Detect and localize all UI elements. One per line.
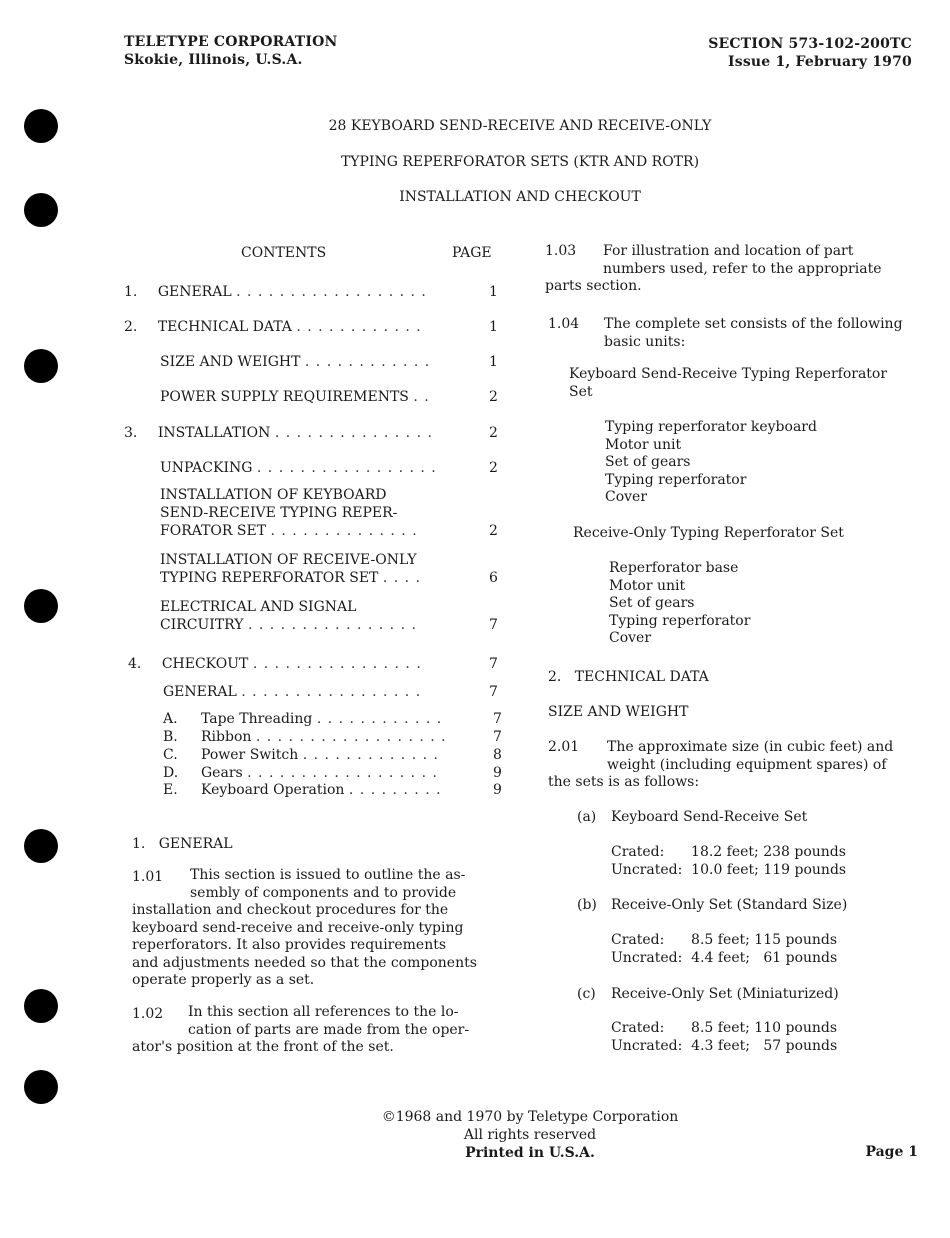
toc-label: TECHNICAL DATA [157, 319, 292, 335]
toc-number: 3. [124, 425, 138, 441]
toc-leader: . . . . . . . . . . . . . . . . [247, 617, 417, 633]
toc-letter: A. [163, 711, 178, 727]
toc-entry-technical-data[interactable] [124, 318, 422, 336]
toc-page: 2 [489, 425, 498, 441]
set-c-label: (c) [577, 986, 596, 1002]
toc-page: 9 [493, 782, 502, 798]
list-item: Motor unit [605, 436, 682, 453]
set-b-label: (b) [577, 897, 597, 913]
text-line: weight (including equipment spares) of [607, 756, 887, 773]
toc-number: 1. [124, 284, 138, 300]
paragraph-1-02 [132, 1004, 504, 1057]
general-heading: 1. GENERAL [132, 836, 233, 852]
paragraph-1-03-number: 1.03 [545, 243, 577, 259]
list-item: Cover [605, 489, 648, 505]
technical-data-heading: 2. TECHNICAL DATA [548, 669, 709, 685]
toc-page: 1 [489, 319, 498, 335]
toc-leader: . . . . . . . . . . . . . . . . . [256, 460, 437, 476]
list-item: Typing reperforator [605, 471, 747, 488]
text-line: The complete set consists of the following [604, 316, 903, 332]
section-number: SECTION 573-102-200TC [708, 36, 912, 52]
toc-leader: . . . . . . . . . . . . . . [270, 523, 418, 539]
set-c-crated: Crated: 8.5 feet; 110 pounds [611, 1020, 838, 1036]
binder-hole [24, 829, 58, 863]
toc-label: Power Switch [201, 747, 299, 763]
toc-subentry[interactable] [163, 728, 447, 746]
text-line: operate properly as a set. [132, 972, 315, 988]
toc-entry-checkout[interactable] [128, 655, 422, 673]
company-location: Skokie, Illinois, U.S.A. [124, 52, 303, 68]
toc-entry-electrical[interactable] [160, 598, 417, 634]
toc-leader: . . . . . . . . . . . . . . . . [252, 656, 422, 672]
toc-page: 9 [493, 765, 502, 781]
text-line: Set [569, 383, 593, 400]
toc-page: 2 [489, 460, 498, 476]
toc-leader: . . . . . . . . . . . . [304, 354, 431, 370]
toc-label: POWER SUPPLY REQUIREMENTS [160, 389, 409, 405]
text-line: keyboard send-receive and receive-only typing [132, 919, 464, 936]
company-name: TELETYPE CORPORATION [124, 34, 338, 50]
toc-letter: B. [163, 729, 178, 745]
printed-notice: Printed in U.S.A. [465, 1145, 595, 1161]
toc-letter: E. [163, 782, 178, 798]
set-a-title: Keyboard Send-Receive Set [611, 809, 808, 825]
text-line: basic units: [604, 333, 686, 350]
set-c-uncrated: Uncrated: 4.3 feet; 57 pounds [611, 1038, 838, 1054]
set-a-crated: Crated: 18.2 feet; 238 pounds [611, 844, 846, 860]
binder-hole [24, 589, 58, 623]
paragraph-2-01-number: 2.01 [548, 739, 580, 755]
toc-entry-power-supply[interactable] [160, 388, 430, 406]
toc-number: 4. [128, 656, 142, 672]
toc-entry-size-and-weight[interactable] [160, 353, 430, 371]
toc-entry-unpacking[interactable] [160, 459, 437, 477]
toc-entry-general[interactable] [124, 283, 427, 301]
set-a-label: (a) [577, 809, 597, 825]
ksr-unit-list [605, 419, 817, 507]
ro-unit-list [609, 560, 750, 648]
contents-page-heading: PAGE [452, 245, 492, 261]
text-line: ator's position at the front of the set. [132, 1039, 394, 1055]
document-title-line-2: TYPING REPERFORATOR SETS (KTR AND ROTR) [340, 154, 700, 170]
toc-label: INSTALLATION OF KEYBOARD [160, 487, 387, 503]
toc-label: ELECTRICAL AND SIGNAL [160, 599, 357, 615]
toc-leader: . . . . . . . . . [348, 782, 442, 798]
list-item: Cover [609, 630, 652, 646]
toc-subentry[interactable] [163, 781, 442, 799]
toc-entry-checkout-general[interactable] [163, 683, 421, 701]
text-line: numbers used, refer to the appropriate [603, 260, 882, 277]
toc-leader: . . . . . . . . . . . . [296, 319, 422, 335]
toc-entry-install-keyboard[interactable] [160, 486, 418, 540]
toc-label: GENERAL [157, 284, 232, 300]
set-b-title: Receive-Only Set (Standard Size) [611, 897, 848, 913]
text-line: Keyboard Send-Receive Typing Reperforator [569, 366, 888, 382]
set-a-uncrated: Uncrated: 10.0 feet; 119 pounds [611, 862, 847, 878]
list-item: Motor unit [609, 577, 686, 594]
paragraph-2-01 [548, 739, 923, 792]
text-line: cation of parts are made from the oper- [188, 1021, 470, 1038]
list-item: Set of gears [605, 454, 691, 470]
toc-page: 7 [493, 711, 502, 727]
set-b-crated: Crated: 8.5 feet; 115 pounds [611, 932, 838, 948]
text-line: This section is issued to outline the as- [190, 867, 466, 883]
toc-page: 6 [489, 570, 498, 586]
toc-entry-installation[interactable] [124, 424, 433, 442]
toc-leader: . . . . [382, 570, 421, 586]
rights-notice: All rights reserved [463, 1127, 597, 1143]
toc-label: Tape Threading [201, 711, 313, 727]
set-c-title: Receive-Only Set (Miniaturized) [611, 986, 839, 1002]
toc-page: 2 [489, 389, 498, 405]
toc-leader: . . [413, 389, 430, 405]
text-line: installation and checkout procedures for the [132, 902, 449, 918]
toc-leader: . . . . . . . . . . . . . . . . . . [247, 765, 438, 781]
toc-leader: . . . . . . . . . . . . . [302, 747, 439, 763]
toc-label: CIRCUITRY [160, 617, 244, 633]
paragraph-1-04 [548, 316, 920, 351]
toc-leader: . . . . . . . . . . . . . . . . . . [236, 284, 427, 300]
binder-hole [24, 349, 58, 383]
text-line: reperforators. It also provides requirements [132, 937, 447, 953]
toc-page: 7 [489, 656, 498, 672]
paragraph-1-04-number: 1.04 [548, 316, 580, 332]
list-item: Typing reperforator [609, 612, 751, 629]
toc-page: 2 [489, 523, 498, 539]
toc-leader: . . . . . . . . . . . . . . . . . [241, 684, 422, 700]
document-title-line-3: INSTALLATION AND CHECKOUT [399, 189, 641, 205]
toc-subentry[interactable] [163, 710, 442, 728]
toc-label: INSTALLATION OF RECEIVE-ONLY [160, 552, 417, 568]
list-item: Typing reperforator keyboard [605, 419, 817, 435]
toc-subentry[interactable] [163, 764, 438, 782]
list-item: Reperforator base [609, 560, 739, 576]
text-line: and adjustments needed so that the components [132, 954, 477, 971]
toc-number: 2. [124, 319, 138, 335]
list-item: Set of gears [609, 595, 695, 611]
ksr-set-title [569, 366, 887, 401]
size-weight-heading: SIZE AND WEIGHT [548, 704, 689, 720]
toc-label: UNPACKING [160, 460, 253, 476]
toc-letter: D. [163, 765, 179, 781]
toc-label: GENERAL [163, 684, 237, 700]
toc-label: SIZE AND WEIGHT [160, 354, 301, 370]
paragraph-1-01-number: 1.01 [132, 869, 164, 885]
toc-page: 8 [493, 747, 502, 763]
text-line: the sets is as follows: [548, 774, 700, 790]
toc-letter: C. [163, 747, 178, 763]
toc-page: 7 [489, 617, 498, 633]
toc-label: CHECKOUT [161, 656, 249, 672]
toc-page: 1 [489, 284, 498, 300]
toc-page: 1 [489, 354, 498, 370]
text-line: The approximate size (in cubic feet) and [607, 739, 894, 755]
toc-subentry[interactable] [163, 746, 439, 764]
set-b-uncrated: Uncrated: 4.4 feet; 61 pounds [611, 950, 838, 966]
toc-page: 7 [493, 729, 502, 745]
toc-label: Gears [201, 765, 243, 781]
text-line: In this section all references to the lo- [188, 1004, 459, 1020]
document-title-line-1: 28 KEYBOARD SEND-RECEIVE AND RECEIVE-ONLY [328, 118, 712, 134]
toc-page: 7 [489, 684, 498, 700]
text-line: parts section. [545, 278, 642, 294]
paragraph-1-02-number: 1.02 [132, 1006, 164, 1022]
page-number: Page 1 [865, 1144, 918, 1160]
toc-label: SEND-RECEIVE TYPING REPER- [160, 505, 398, 521]
toc-label: Keyboard Operation [201, 782, 345, 798]
contents-heading: CONTENTS [241, 245, 327, 261]
toc-leader: . . . . . . . . . . . . [316, 711, 443, 727]
paragraph-1-01 [132, 867, 504, 990]
toc-label: Ribbon [201, 729, 252, 745]
copyright-notice: ©1968 and 1970 by Teletype Corporation [381, 1109, 679, 1125]
issue-date: Issue 1, February 1970 [727, 54, 912, 70]
ro-set-title: Receive-Only Typing Reperforator Set [573, 525, 844, 541]
paragraph-1-03 [545, 243, 920, 296]
binder-hole [24, 989, 58, 1023]
text-line: For illustration and location of part [603, 243, 854, 259]
binder-hole [24, 1070, 58, 1104]
toc-label: INSTALLATION [157, 425, 271, 441]
toc-leader: . . . . . . . . . . . . . . . . . . [255, 729, 447, 745]
text-line: sembly of components and to provide [190, 884, 457, 901]
toc-leader: . . . . . . . . . . . . . . . [274, 425, 433, 441]
toc-entry-install-receive-only[interactable] [160, 551, 421, 587]
toc-label: TYPING REPERFORATOR SET [160, 570, 379, 586]
toc-label: FORATOR SET [160, 523, 267, 539]
